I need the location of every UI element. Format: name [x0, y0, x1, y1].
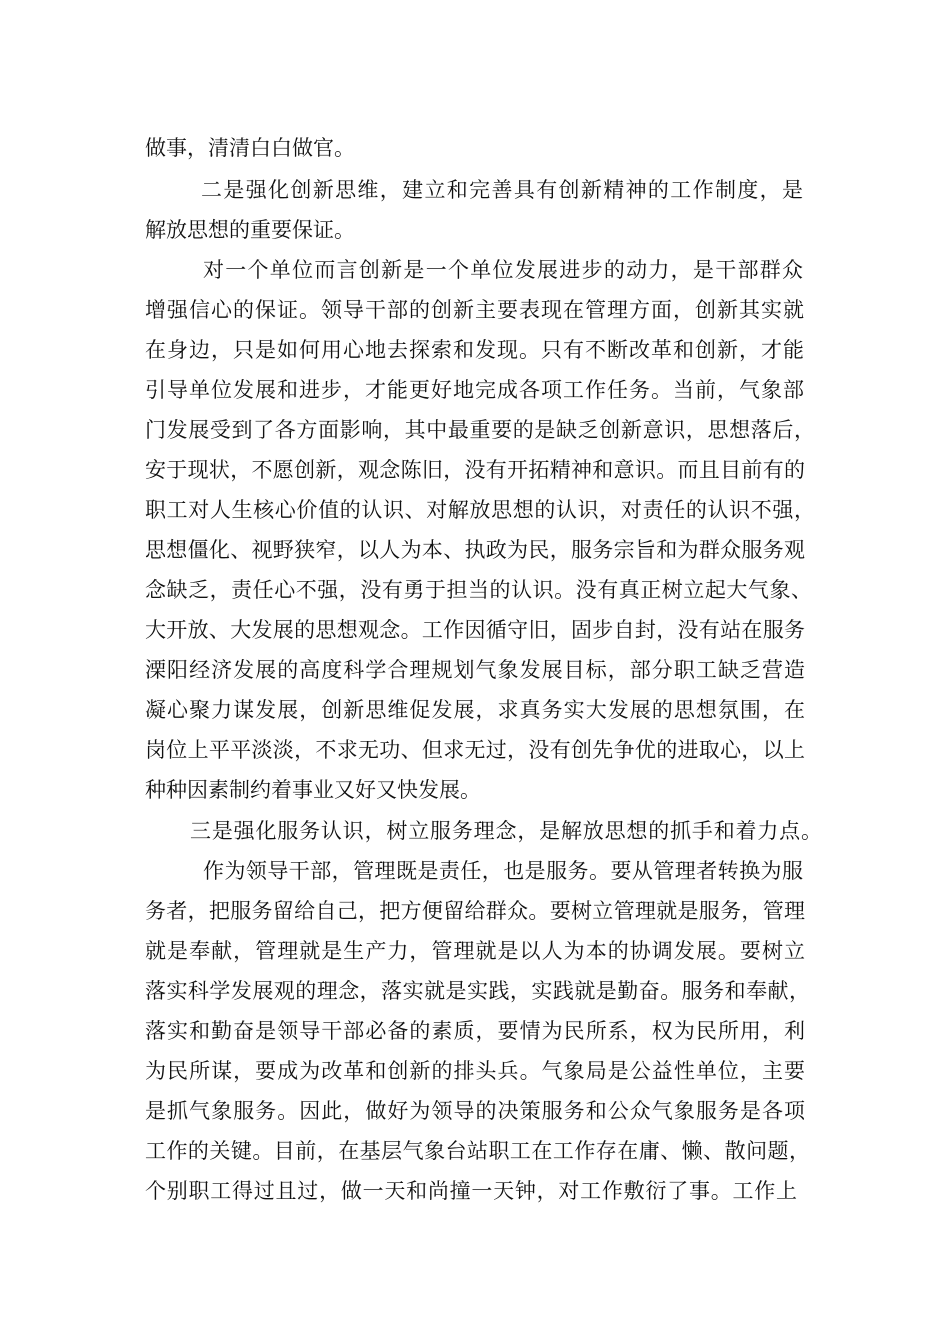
text-line: 解放思想的重要保证。	[145, 218, 355, 242]
text-line: 对一个单位而言创新是一个单位发展进步的动力，是干部群众	[203, 258, 803, 282]
text-line: 思想僵化、视野狭窄，以人为本、执政为民，服务宗旨和为群众服务观	[145, 538, 805, 562]
text-line: 作为领导干部，管理既是责任，也是服务。要从管理者转换为服	[203, 859, 803, 883]
text-line: 凝心聚力谋发展，创新思维促发展，求真务实大发展的思想氛围，在	[145, 698, 805, 722]
text-line: 在身边，只是如何用心地去探索和发现。只有不断改革和创新，才能	[145, 338, 804, 362]
text-line: 岗位上平平淡淡，不求无功、但求无过，没有创先争优的进取心，以上	[145, 738, 805, 762]
text-line: 二是强化创新思维，建立和完善具有创新精神的工作制度，是	[201, 178, 803, 202]
text-line: 念缺乏，责任心不强，没有勇于担当的认识。没有真正树立起大气象、	[145, 578, 812, 602]
text-line: 工作的关键。目前，在基层气象台站职工在工作存在庸、懒、散问题，	[145, 1139, 810, 1163]
text-line: 就是奉献，管理就是生产力，管理就是以人为本的协调发展。要树立	[145, 939, 805, 963]
text-line: 三是强化服务认识，树立服务理念，是解放思想的抓手和着力点。	[190, 819, 822, 843]
text-line: 落实科学发展观的理念，落实就是实践，实践就是勤奋。服务和奉献，	[145, 979, 810, 1003]
text-line: 安于现状，不愿创新，观念陈旧，没有开拓精神和意识。而且目前有的	[145, 458, 805, 482]
text-line: 大开放、大发展的思想观念。工作因循守旧，固步自封，没有站在服务	[145, 618, 805, 642]
text-line: 溧阳经济发展的高度科学合理规划气象发展目标，部分职工缺乏营造	[145, 658, 805, 682]
text-line: 为民所谋，要成为改革和创新的排头兵。气象局是公益性单位，主要	[145, 1059, 805, 1083]
text-line: 职工对人生核心价值的认识、对解放思想的认识，对责任的认识不强，	[145, 498, 815, 522]
text-line: 做事，清清白白做官。	[145, 136, 355, 160]
text-line: 是抓气象服务。因此，做好为领导的决策服务和公众气象服务是各项	[145, 1099, 805, 1123]
text-line: 种种因素制约着事业又好又快发展。	[145, 778, 481, 802]
text-line: 增强信心的保证。领导干部的创新主要表现在管理方面，创新其实就	[145, 298, 804, 322]
text-line: 个别职工得过且过，做一天和尚撞一天钟，对工作敷衍了事。工作上	[145, 1179, 797, 1203]
text-line: 务者，把服务留给自己，把方便留给群众。要树立管理就是服务，管理	[145, 899, 805, 923]
text-line: 门发展受到了各方面影响，其中最重要的是缺乏创新意识，思想落后，	[145, 418, 815, 442]
text-line: 落实和勤奋是领导干部必备的素质，要情为民所系，权为民所用，利	[145, 1019, 805, 1043]
text-line: 引导单位发展和进步，才能更好地完成各项工作任务。当前，气象部	[145, 378, 804, 402]
